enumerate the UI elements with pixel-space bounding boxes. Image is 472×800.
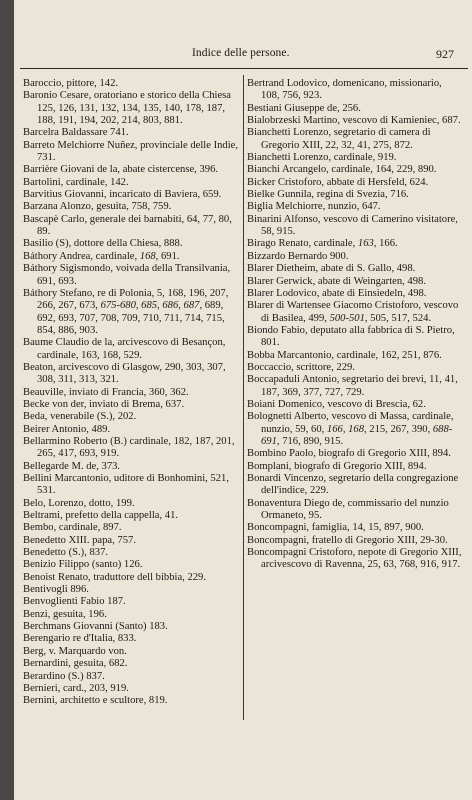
entry-text: Báthory Stefano, re di Polonia, 5, 168, 196, 207, 266, 267, 673, [23, 287, 229, 312]
entry-text: Bertrand Lodovico, domenicano, missionario, 108, 756, 923. [247, 78, 442, 102]
entry-text: Baronio Cesare, oratoriano e storico della Chiesa 125, 126, 131, 132, 134, 135, 140, 178, 187, 188, 191, 194, 202, 214, 803, 881. [23, 90, 231, 127]
index-entry [23, 411, 241, 423]
book-page [14, 0, 472, 800]
entry-text: Bellarmino Roberto (B.) cardinale, 182, 187, 201, 265, 417, 693, 919. [23, 435, 235, 460]
index-entry [247, 399, 462, 411]
index-column-right [247, 78, 462, 572]
index-entry [23, 251, 241, 263]
index-entry [247, 461, 462, 473]
index-entry [247, 238, 462, 250]
index-entry [23, 572, 241, 584]
page-number: 927 [436, 47, 454, 61]
index-entry [23, 164, 241, 176]
entry-text: Becke von der, inviato di Brema, 637. [23, 398, 185, 410]
entry-text: Beaton, arcivescovo di Glasgow, 290, 303, 307, 308, 311, 313, 321. [23, 361, 226, 386]
entry-text: Bellegarde M. de, 373. [23, 460, 121, 472]
index-entry [247, 288, 462, 300]
entry-text: Bernini, architetto e scultore, 819. [23, 695, 168, 707]
index-entry [23, 498, 241, 510]
entry-text: Beda, venerabile (S.), 202. [23, 411, 137, 423]
entry-text: Bonaventura Diego de, commissario del nunzio Ormaneto, 95. [247, 497, 449, 522]
index-entry [23, 609, 241, 621]
entry-text: Bestiani Giuseppe de, 256. [247, 102, 361, 114]
entry-text: Boccaccio, scrittore, 229. [247, 361, 355, 373]
entry-text: Biglia Melchiorre, nunzio, 647. [247, 201, 381, 213]
entry-text: Berardino (S.) 837. [23, 670, 105, 682]
index-entry [23, 633, 241, 645]
entry-text: Bizzardo Bernardo 900. [247, 250, 349, 262]
index-entry [23, 547, 241, 559]
index-entry [23, 522, 241, 534]
index-entry [23, 424, 241, 436]
entry-italic-pages: 166, 168 [326, 423, 364, 435]
index-entry [23, 658, 241, 670]
entry-text: , 215, 267, 390, [364, 423, 433, 435]
entry-text: Baume Claudio de la, arcivescovo di Besançon, cardinale, 163, 168, 529. [23, 337, 226, 361]
entry-text: Barreto Melchiorre Nuñez, provinciale delle Indie, 731. [23, 139, 239, 164]
index-entry [247, 201, 462, 213]
index-entry [23, 535, 241, 547]
index-entry [23, 671, 241, 683]
index-entry [247, 214, 462, 239]
entry-text: Berchmans Giovanni (Santo) 183. [23, 621, 168, 633]
index-entry [23, 621, 241, 633]
index-entry [23, 461, 241, 473]
index-entry [23, 127, 241, 139]
index-entry [247, 448, 462, 460]
entry-text: Benedetto XIII. papa, 757. [23, 534, 136, 546]
header-rule [20, 68, 468, 69]
entry-text: Bonardi Vincenzo, segretario della congregazione dell'indice, 229. [247, 473, 459, 497]
entry-italic-pages: 500-501 [329, 312, 365, 324]
running-title: Indice delle persone. [192, 47, 290, 59]
entry-text: Bianchi Arcangelo, cardinale, 164, 229, 890. [247, 164, 437, 176]
index-entry [247, 78, 462, 103]
index-entry [247, 535, 462, 547]
index-entry [23, 288, 241, 337]
index-entry [247, 276, 462, 288]
entry-text: Barcelra Baldassare 741. [23, 127, 129, 139]
entry-text: , 691. [155, 250, 180, 262]
index-entry [247, 325, 462, 350]
entry-text: Benzi, gesuita, 196. [23, 608, 107, 620]
entry-text: Boncompagni, famiglia, 14, 15, 897, 900. [247, 522, 424, 534]
entry-text: Bernieri, card., 203, 919. [23, 682, 129, 694]
index-entry [23, 140, 241, 165]
entry-text: Berg, v. Marquardo von. [23, 645, 127, 657]
entry-text: Báthory Andrea, cardinale, [23, 250, 140, 262]
entry-text: Baroccio, pittore, 142. [23, 78, 119, 89]
index-entry [247, 251, 462, 263]
index-entry [23, 510, 241, 522]
entry-text: Basilio (S), dottore della Chiesa, 888. [23, 238, 183, 250]
index-entry [23, 201, 241, 213]
entry-text: Birago Renato, cardinale, [247, 238, 358, 250]
index-entry [247, 547, 462, 572]
index-entry [23, 559, 241, 571]
entry-text: Benedetto (S.), 837. [23, 547, 109, 559]
entry-text: Bolognetti Alberto, vescovo di Massa, cardinale, nunzio, 59, 60, [247, 411, 454, 435]
entry-text: , 689, 692, 693, 707, 708, 709, 710, 711, 714, 715, 854, 886, 903. [37, 300, 225, 336]
index-entry [23, 436, 241, 461]
entry-text: Bascapè Carlo, generale dei barnabiti, 64, 77, 80, 89. [23, 213, 232, 238]
entry-text: Benvoglienti Fabio 187. [23, 596, 126, 608]
index-entry [23, 189, 241, 201]
entry-text: Báthory Sigismondo, voivada della Transilvania, 691, 693. [23, 263, 231, 287]
entry-text: Boiani Domenico, vescovo di Brescia, 62. [247, 398, 426, 410]
index-entry [23, 90, 241, 127]
index-entry [247, 177, 462, 189]
index-entry [247, 164, 462, 176]
index-entry [23, 263, 241, 288]
index-entry [23, 596, 241, 608]
index-entry [23, 695, 241, 707]
index-entry [247, 498, 462, 523]
entry-text: Belo, Lorenzo, dotto, 199. [23, 497, 135, 509]
entry-text: Bialobrzeski Martino, vescovo di Kamieniec, 687. [247, 115, 461, 127]
entry-text: Boncompagni, fratello di Gregorio XIII, 29-30. [247, 534, 448, 546]
entry-text: Blarer Lodovico, abate di Einsiedeln, 498. [247, 287, 427, 299]
entry-text: Boncompagni Cristoforo, nepote di Gregorio XIII, arcivescovo di Ravenna, 25, 63, 768, 916, 917. [247, 547, 462, 571]
entry-italic-pages: 168 [139, 250, 156, 262]
entry-text: Barvitius Giovanni, incaricato di Baviera, 659. [23, 189, 222, 201]
index-entry [23, 646, 241, 658]
entry-text: Barzana Alonzo, gesuita, 758, 759. [23, 201, 172, 213]
entry-text: Bobba Marcantonio, cardinale, 162, 251, 876. [247, 349, 442, 361]
entry-italic-pages: 675-680, 685, 686, 687 [100, 300, 200, 312]
entry-text: Bicker Cristoforo, abbate di Hersfeld, 624. [247, 176, 429, 188]
entry-text: Binarini Alfonso, vescovo di Camerino visitatore, 58, 915. [247, 213, 458, 238]
entry-text: Bombino Paolo, biografo di Gregorio XIII, 894. [247, 448, 451, 460]
entry-text: Benoist Renato, traduttore dell bibbia, 229. [23, 571, 207, 583]
index-entry [23, 337, 241, 362]
index-entry [247, 189, 462, 201]
entry-text: Barrière Giovani de la, abate cistercense, 396. [23, 164, 219, 176]
index-entry [23, 387, 241, 399]
index-entry [23, 78, 241, 90]
entry-text: Blarer Dietheim, abate di S. Gallo, 498. [247, 263, 416, 275]
column-divider [243, 75, 244, 720]
entry-text: , 716, 890, 915. [276, 435, 344, 447]
index-entry [247, 127, 462, 152]
entry-text: Blarer di Wartensee Giacomo Cristoforo, vescovo di Basilea, 499, [247, 300, 459, 324]
index-entry [247, 350, 462, 362]
index-column-left [23, 78, 241, 708]
index-entry [23, 238, 241, 250]
index-entry [247, 300, 462, 325]
entry-text: Bartolini, cardinale, 142. [23, 176, 129, 188]
index-entry [23, 473, 241, 498]
entry-text: Blarer Gerwick, abate di Weingarten, 498. [247, 275, 426, 287]
index-entry [247, 522, 462, 534]
entry-text: Biondo Fabio, deputato alla fabbrica di S. Pietro, 801. [247, 324, 455, 349]
index-entry [247, 103, 462, 115]
index-entry [247, 152, 462, 164]
entry-text: Bentivogli 896. [23, 584, 89, 596]
index-entry [23, 362, 241, 387]
index-entry [247, 374, 462, 399]
entry-italic-pages: 688-691 [261, 423, 453, 447]
entry-text: Boccapaduli Antonio, segretario dei brevi, 11, 41, 187, 369, 377, 727, 729. [247, 374, 458, 398]
entry-italic-pages: 163 [357, 238, 374, 250]
index-entry [247, 473, 462, 498]
entry-text: Bellini Marcantonio, uditore di Bonhomini, 521, 531. [23, 473, 229, 497]
entry-text: Bianchetti Lorenzo, cardinale, 919. [247, 152, 397, 164]
entry-text: Beirer Antonio, 489. [23, 423, 111, 435]
index-entry [247, 362, 462, 374]
entry-text: Bielke Gunnila, regina di Svezia, 716. [247, 189, 409, 201]
entry-text: Bomplani, biografo di Gregorio XIII, 894. [247, 460, 427, 472]
index-entry [247, 115, 462, 127]
running-header [14, 47, 472, 65]
entry-text: Bembo, cardinale, 897. [23, 522, 122, 534]
entry-text: Benizio Filippo (santo) 126. [23, 559, 143, 571]
index-entry [23, 177, 241, 189]
index-entry [23, 584, 241, 596]
entry-text: Berengario re d'Italia, 833. [23, 633, 137, 645]
entry-text: Bernardini, gesuita, 682. [23, 658, 128, 670]
index-entry [23, 214, 241, 239]
entry-text: Beltrami, prefetto della cappella, 41. [23, 510, 179, 522]
index-entry [23, 399, 241, 411]
index-entry [247, 411, 462, 448]
entry-text: Beauville, inviato di Francia, 360, 362. [23, 386, 189, 398]
entry-text: , 166. [373, 238, 398, 250]
index-entry [247, 263, 462, 275]
index-entry [23, 683, 241, 695]
entry-text: Bianchetti Lorenzo, segretario di camera di Gregorio XIII, 22, 32, 41, 275, 872. [247, 127, 431, 151]
entry-text: , 505, 517, 524. [364, 312, 432, 324]
